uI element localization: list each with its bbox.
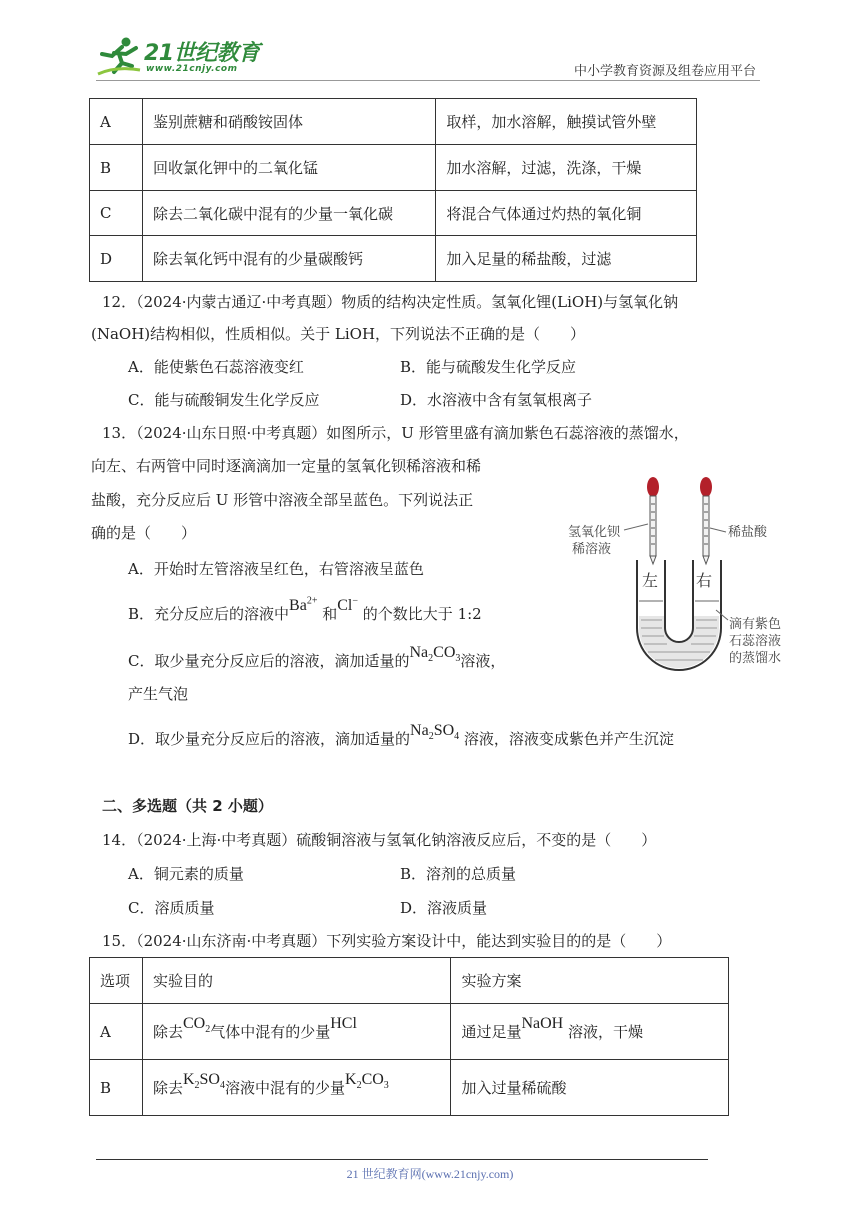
purpose-cell: 除去氧化钙中混有的少量碳酸钙 (142, 236, 435, 282)
q13-option-d: D．取少量充分反应后的溶液，滴加适量的$Na_2SO_4$ 溶液，溶液变成紫色并产生沉淀 (128, 722, 674, 748)
q14-option-c: C．溶质质量 (128, 899, 215, 917)
q12-option-c: C．能与硫酸铜发生化学反应 (128, 391, 320, 409)
logo-text: 21世纪教育 (144, 41, 260, 66)
purpose-cell: 回收氯化钾中的二氧化锰 (142, 145, 435, 191)
table-row (90, 145, 697, 191)
purpose-cell: 除去$CO_2$气体中混有的少量HCl (142, 1004, 450, 1060)
q13-option-a: A．开始时左管溶液呈红色，右管溶液呈蓝色 (128, 560, 424, 578)
section-heading: 二、多选题（共 2 小题） (102, 797, 273, 815)
table-row (90, 1060, 729, 1116)
table-row (90, 236, 697, 282)
method-cell: 加水溶解，过滤，洗涤，干燥 (436, 145, 697, 191)
left-reagent-label-1: 氢氧化钡 (568, 525, 621, 540)
tube-left-label: 左 (642, 573, 659, 590)
right-reagent-label: 稀盐酸 (728, 525, 768, 540)
table-header-row (90, 958, 729, 1004)
q14-stem: 14．（2024·上海·中考真题）硫酸铜溶液与氢氧化钠溶液反应后，不变的是（ ） (102, 831, 657, 849)
q13-stem-line3: 盐酸，充分反应后 U 形管中溶液全部呈蓝色。下列说法正 (91, 491, 474, 509)
logo-url: www.21cnjy.com (146, 64, 238, 74)
platform-title: 中小学教育资源及组卷应用平台 (573, 64, 756, 79)
option-cell: D (90, 236, 143, 282)
q12-stem-line2: (NaOH)结构相似，性质相似。关于 LiOH，下列说法不正确的是（ ） (91, 325, 586, 343)
footer-text: 21 世纪教育网(www.21cnjy.com) (346, 1167, 514, 1181)
liquid-label-2: 石蕊溶液 (729, 634, 782, 649)
liquid-label-1: 滴有紫色 (729, 617, 782, 632)
right-dropper-icon (700, 477, 712, 564)
table-q15 (89, 957, 729, 1116)
q14-option-a: A．铜元素的质量 (128, 865, 244, 883)
header-method: 实验方案 (451, 958, 729, 1004)
q14-option-b: B．溶剂的总质量 (400, 865, 517, 883)
option-cell: B (90, 145, 143, 191)
header-purpose: 实验目的 (142, 958, 450, 1004)
left-reagent-label-2: 稀溶液 (572, 542, 612, 557)
purpose-cell: 除去$K_2SO_4$溶液中混有的少量$K_2CO_3$ (142, 1060, 450, 1116)
option-cell: A (90, 99, 143, 145)
table-q11 (89, 98, 697, 282)
liquid-label-3: 的蒸馏水 (729, 651, 782, 666)
option-cell: A (90, 1004, 143, 1060)
q13-stem-line1: 13．（2024·山东日照·中考真题）如图所示，U 形管里盛有滴加紫色石蕊溶液的蒸馏水， (102, 424, 689, 442)
method-cell: 将混合气体通过灼热的氧化铜 (436, 191, 697, 236)
footer-divider (96, 1159, 708, 1160)
tube-right-label: 右 (696, 573, 713, 590)
header-option: 选项 (90, 958, 143, 1004)
left-dropper-icon (647, 477, 659, 564)
table-row (90, 1004, 729, 1060)
method-cell: 加入过量稀硫酸 (451, 1060, 729, 1116)
q12-option-b: B．能与硫酸发生化学反应 (400, 358, 577, 376)
option-cell: C (90, 191, 143, 236)
q14-option-d: D．溶液质量 (400, 899, 488, 917)
runner-logo-icon (96, 36, 142, 76)
q12-option-a: A．能使紫色石蕊溶液变红 (128, 358, 304, 376)
q13-stem-line4: 确的是（ ） (91, 524, 197, 542)
table-row (90, 191, 697, 236)
method-cell: 加入足量的稀盐酸，过滤 (436, 236, 697, 282)
q12-option-d: D．水溶液中含有氢氧根离子 (400, 391, 593, 409)
q13-stem-line2: 向左、右两管中同时逐滴滴加一定量的氢氧化钡稀溶液和稀 (91, 457, 482, 475)
option-cell: B (90, 1060, 143, 1116)
q13-option-c: C．取少量充分反应后的溶液，滴加适量的$Na_2CO_3$溶液， (128, 644, 506, 670)
u-tube-figure (566, 470, 796, 680)
method-cell: 取样，加水溶解，触摸试管外壁 (436, 99, 697, 145)
header-divider (96, 80, 760, 81)
purpose-cell: 鉴别蔗糖和硝酸铵固体 (142, 99, 435, 145)
q13-option-c-line2: 产生气泡 (128, 685, 189, 703)
site-logo (96, 30, 266, 80)
method-cell: 通过足量NaOH 溶液，干燥 (451, 1004, 729, 1060)
q15-stem: 15．（2024·山东济南·中考真题）下列实验方案设计中，能达到实验目的的是（ ） (102, 932, 672, 950)
table-row (90, 99, 697, 145)
purpose-cell: 除去二氧化碳中混有的少量一氧化碳 (142, 191, 435, 236)
q12-stem-line1: 12．（2024·内蒙古通辽·中考真题）物质的结构决定性质。氢氧化锂(LiOH)与氢氧化钠 (102, 293, 679, 311)
q13-option-b: B．充分反应后的溶液中$Ba^{2+}$ 和Cl− 的个数比大于 1:2 (128, 595, 482, 623)
